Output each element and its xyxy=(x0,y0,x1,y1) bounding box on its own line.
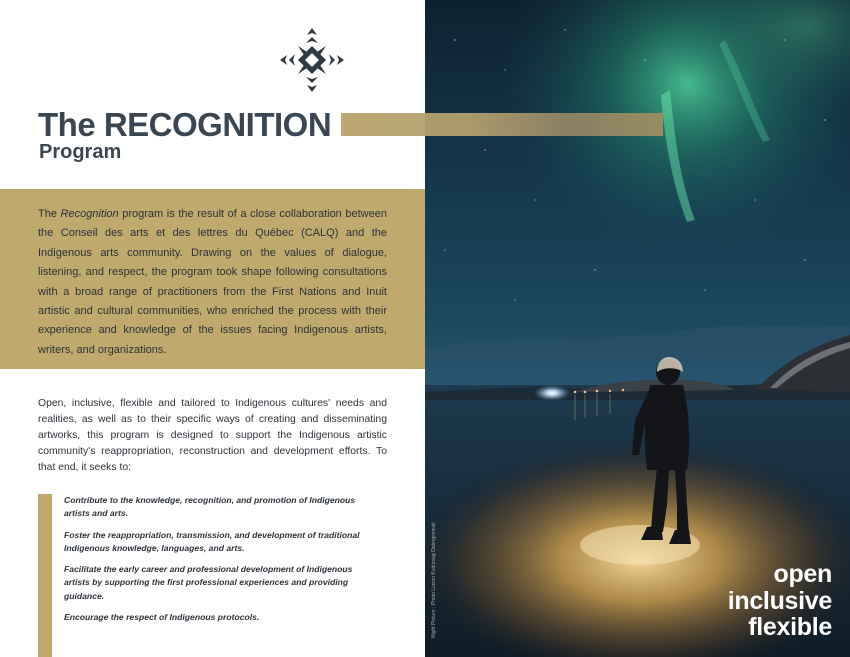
photo-credit: Night Picture : Photo Lucien Kuduniag Ooterginmiak xyxy=(431,522,437,638)
program-name-emphasis: Recognition xyxy=(60,208,119,220)
aurora-photo xyxy=(425,0,850,657)
goal-item: Foster the reappropriation, transmission, and development of traditional Indigenous knowledge, languages, and arts. xyxy=(64,529,360,553)
goals-accent-bar xyxy=(38,494,52,657)
goals-list xyxy=(64,494,374,632)
tagline xyxy=(728,561,832,641)
goal-item: Facilitate the early career and professional development of Indigenous artists by supporting the first professional experiences and providing guidance. xyxy=(64,564,353,601)
tagline-word: flexible xyxy=(748,613,832,641)
intro-paragraph: The Recognition program is the result of a close collaboration between the Conseil des arts et des lettres du Québec (CALQ) and the Indigenous arts community. Drawing on the values of dialogue, listening, and respect, the program took shape following consultations with a broad range of practitioners from the First Nations and Inuit artistic and cultural communities, who enriched the process with their experience and knowledge of the issues facing Indigenous artists, writers, and organizations. xyxy=(38,208,387,356)
title-accent-bar xyxy=(341,113,663,136)
page-subtitle: Program xyxy=(39,141,122,163)
night-landscape-image xyxy=(425,0,850,657)
goal-item: Contribute to the knowledge, recognition, and promotion of Indigenous artists and arts. xyxy=(64,495,356,519)
page-title: The RECOGNITION xyxy=(38,106,332,143)
star-emblem-icon xyxy=(276,24,348,96)
goal-item: Encourage the respect of Indigenous protocols. xyxy=(64,611,260,622)
tagline-word: inclusive xyxy=(727,586,832,615)
tagline-word: open xyxy=(773,560,832,588)
body-paragraph: Open, inclusive, flexible and tailored to Indigenous cultures' needs and realities, as well as to their specific ways of creating and disseminating artworks, this program is designed to support the Indigenous artistic community's reappropriation, reconstruction and development efforts. To that end, it seeks to: xyxy=(38,398,387,473)
